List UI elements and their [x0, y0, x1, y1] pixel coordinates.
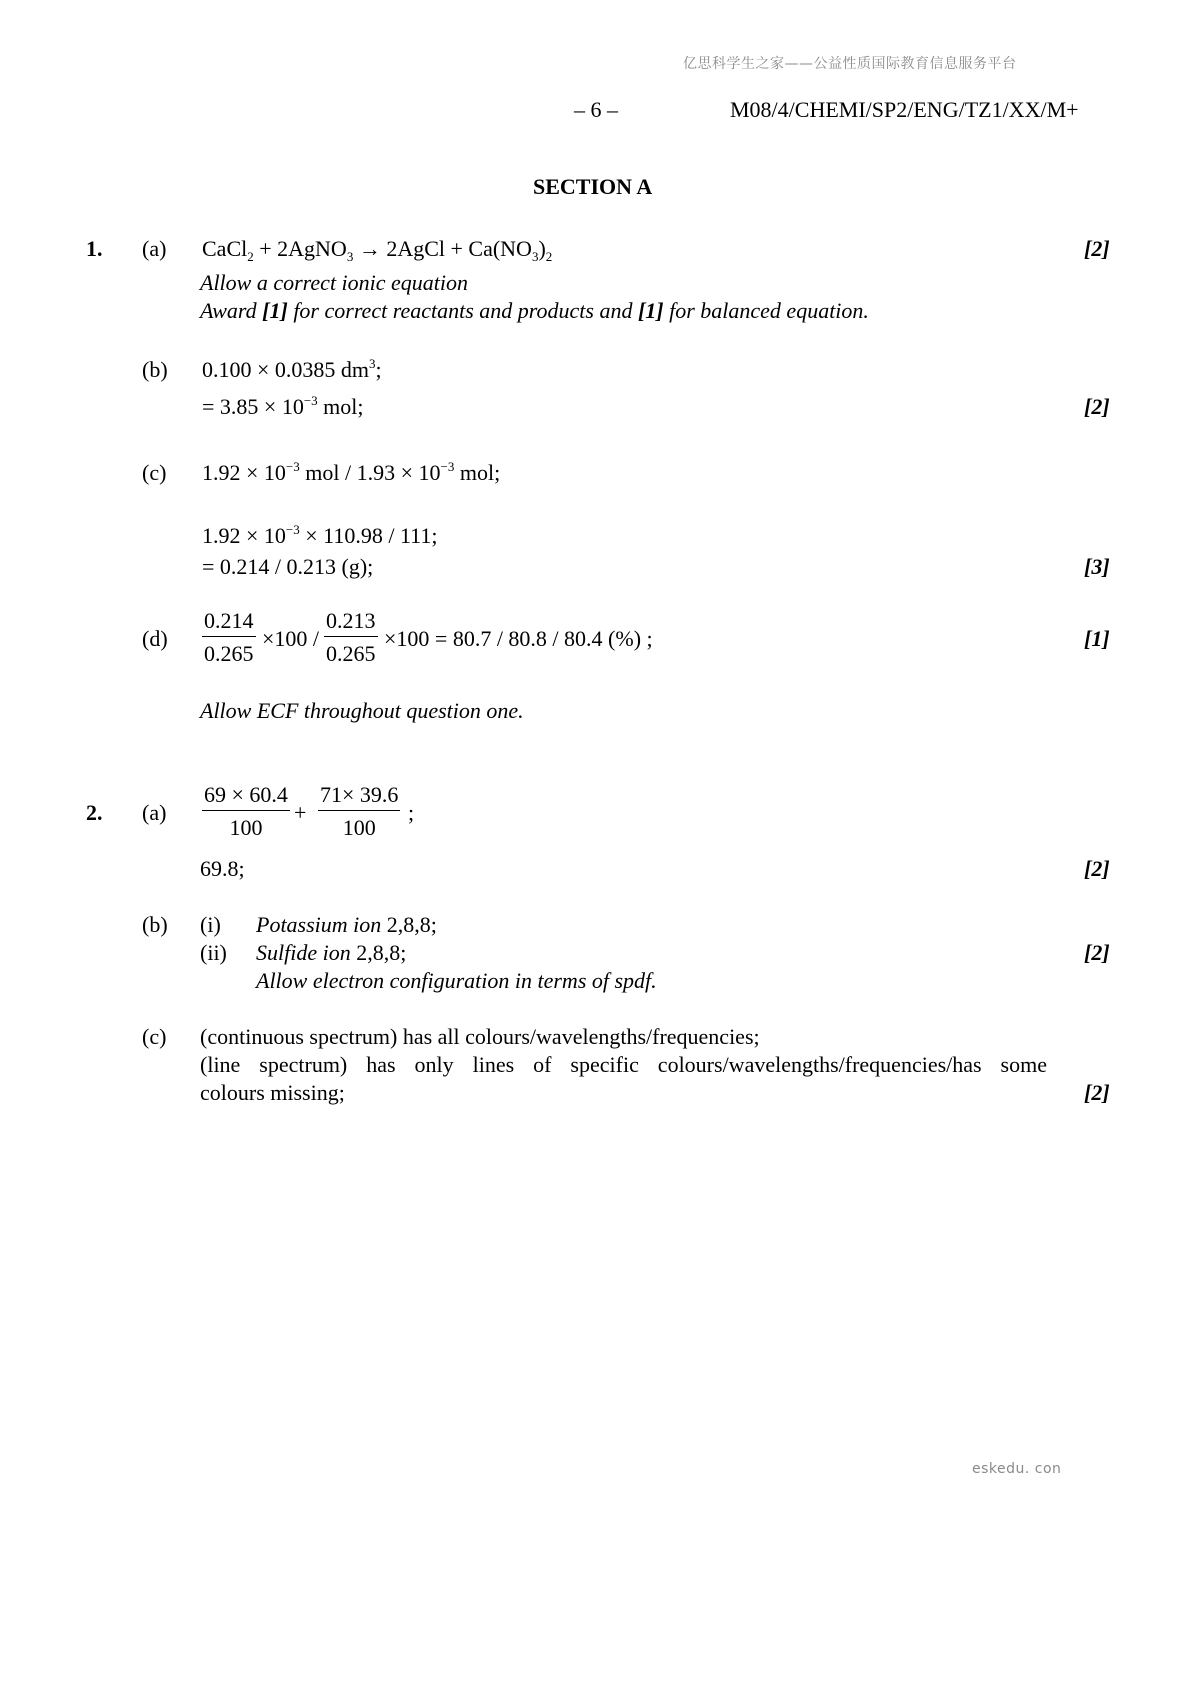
- q2a-fraction-1-denominator: 100: [229, 815, 263, 840]
- question-2-number: 2.: [86, 800, 103, 825]
- q2a-plus: +: [294, 800, 307, 825]
- watermark-top: 亿思科学生之家——公益性质国际教育信息服务平台: [683, 56, 1017, 72]
- q2b-i-label: (i): [200, 912, 221, 937]
- q1a-note-award: Award [1] for correct reactants and products and [1] for balanced equation.: [200, 298, 869, 323]
- q1-ecf-note: Allow ECF throughout question one.: [200, 698, 524, 723]
- q1a-mark: [2]: [1084, 236, 1110, 261]
- q1d-fraction-2-denominator: 0.265: [326, 641, 376, 666]
- q2b-label: (b): [142, 912, 168, 937]
- q2a-fraction-1: [202, 784, 290, 839]
- q2b-ii-label: (ii): [200, 940, 227, 965]
- document-code: M08/4/CHEMI/SP2/ENG/TZ1/XX/M+: [730, 97, 1079, 122]
- page-number: – 6 –: [574, 97, 618, 122]
- q2c-line-2: (line spectrum) has only lines of specific colours/wavelengths/frequencies/has some: [200, 1052, 1047, 1077]
- section-title: SECTION A: [533, 174, 653, 199]
- q1b-label: (b): [142, 357, 168, 382]
- q2b-mark: [2]: [1084, 940, 1110, 965]
- q1b-line-1: 0.100 × 0.0385 $dm^3$;: [202, 356, 382, 382]
- q1a-equation: CaCl$_2$ + 2AgNO$_3$ → 2AgCl + $Ca(NO_3)_2$: [202, 236, 553, 264]
- q1c-line-2: $1.92 \times 10^{-3} \times 110.98 / 111$;: [202, 522, 438, 548]
- q2c-line-1: (continuous spectrum) has all colours/wavelengths/frequencies;: [200, 1024, 760, 1049]
- q1c-label: (c): [142, 460, 167, 485]
- q1d-fraction-1: [202, 610, 256, 665]
- q1c-line-1: $1.92 \times 10^{-3}$ mol / $1.93 \times 10^{-3}$ mol;: [202, 459, 501, 485]
- q2b-i-text: Potassium ion 2,8,8;: [256, 912, 437, 937]
- watermark-bottom: eskedu. con: [972, 1461, 1062, 1477]
- q1c-mark: [3]: [1084, 554, 1110, 579]
- q1a-note-ionic: Allow a correct ionic equation: [200, 270, 469, 295]
- q2c-label: (c): [142, 1024, 167, 1049]
- q1b-line-2: = $3.85 \times 10^{-3}$ mol;: [202, 393, 364, 419]
- q1d-fraction-2: [324, 610, 378, 665]
- q1b-mark: [2]: [1084, 394, 1110, 419]
- q2a-fraction-2-numerator: 71× 39.6: [318, 784, 400, 811]
- q2c-mark: [2]: [1084, 1080, 1110, 1105]
- q2b-ii-text: Sulfide ion 2,8,8;: [256, 940, 407, 965]
- q2a-fraction-2: [318, 784, 400, 839]
- q1d-middle: ×100 /: [262, 626, 320, 651]
- q2a-fraction-1-numerator: 69 × 60.4: [202, 784, 290, 811]
- question-1-number: 1.: [86, 236, 103, 261]
- q1a-label: (a): [142, 236, 167, 261]
- q1d-mark: [1]: [1084, 626, 1110, 651]
- q2a-answer: 69.8;: [200, 856, 245, 881]
- q2a-label: (a): [142, 800, 167, 825]
- q1d-result: ×100 = 80.7 / 80.8 / 80.4 (%) ;: [384, 626, 653, 651]
- q2c-line-3: colours missing;: [200, 1080, 345, 1105]
- q2a-mark: [2]: [1084, 856, 1110, 881]
- q2a-semicolon: ;: [408, 800, 415, 825]
- q2a-fraction-2-denominator: 100: [342, 815, 376, 840]
- q2b-note: Allow electron configuration in terms of spdf.: [256, 968, 657, 993]
- q1d-fraction-2-numerator: 0.213: [324, 610, 378, 637]
- q1d-fraction-1-numerator: 0.214: [202, 610, 256, 637]
- q1d-label: (d): [142, 626, 168, 651]
- q1d-fraction-1-denominator: 0.265: [204, 641, 254, 666]
- q1c-line-3: = 0.214 / 0.213 (g);: [202, 554, 374, 579]
